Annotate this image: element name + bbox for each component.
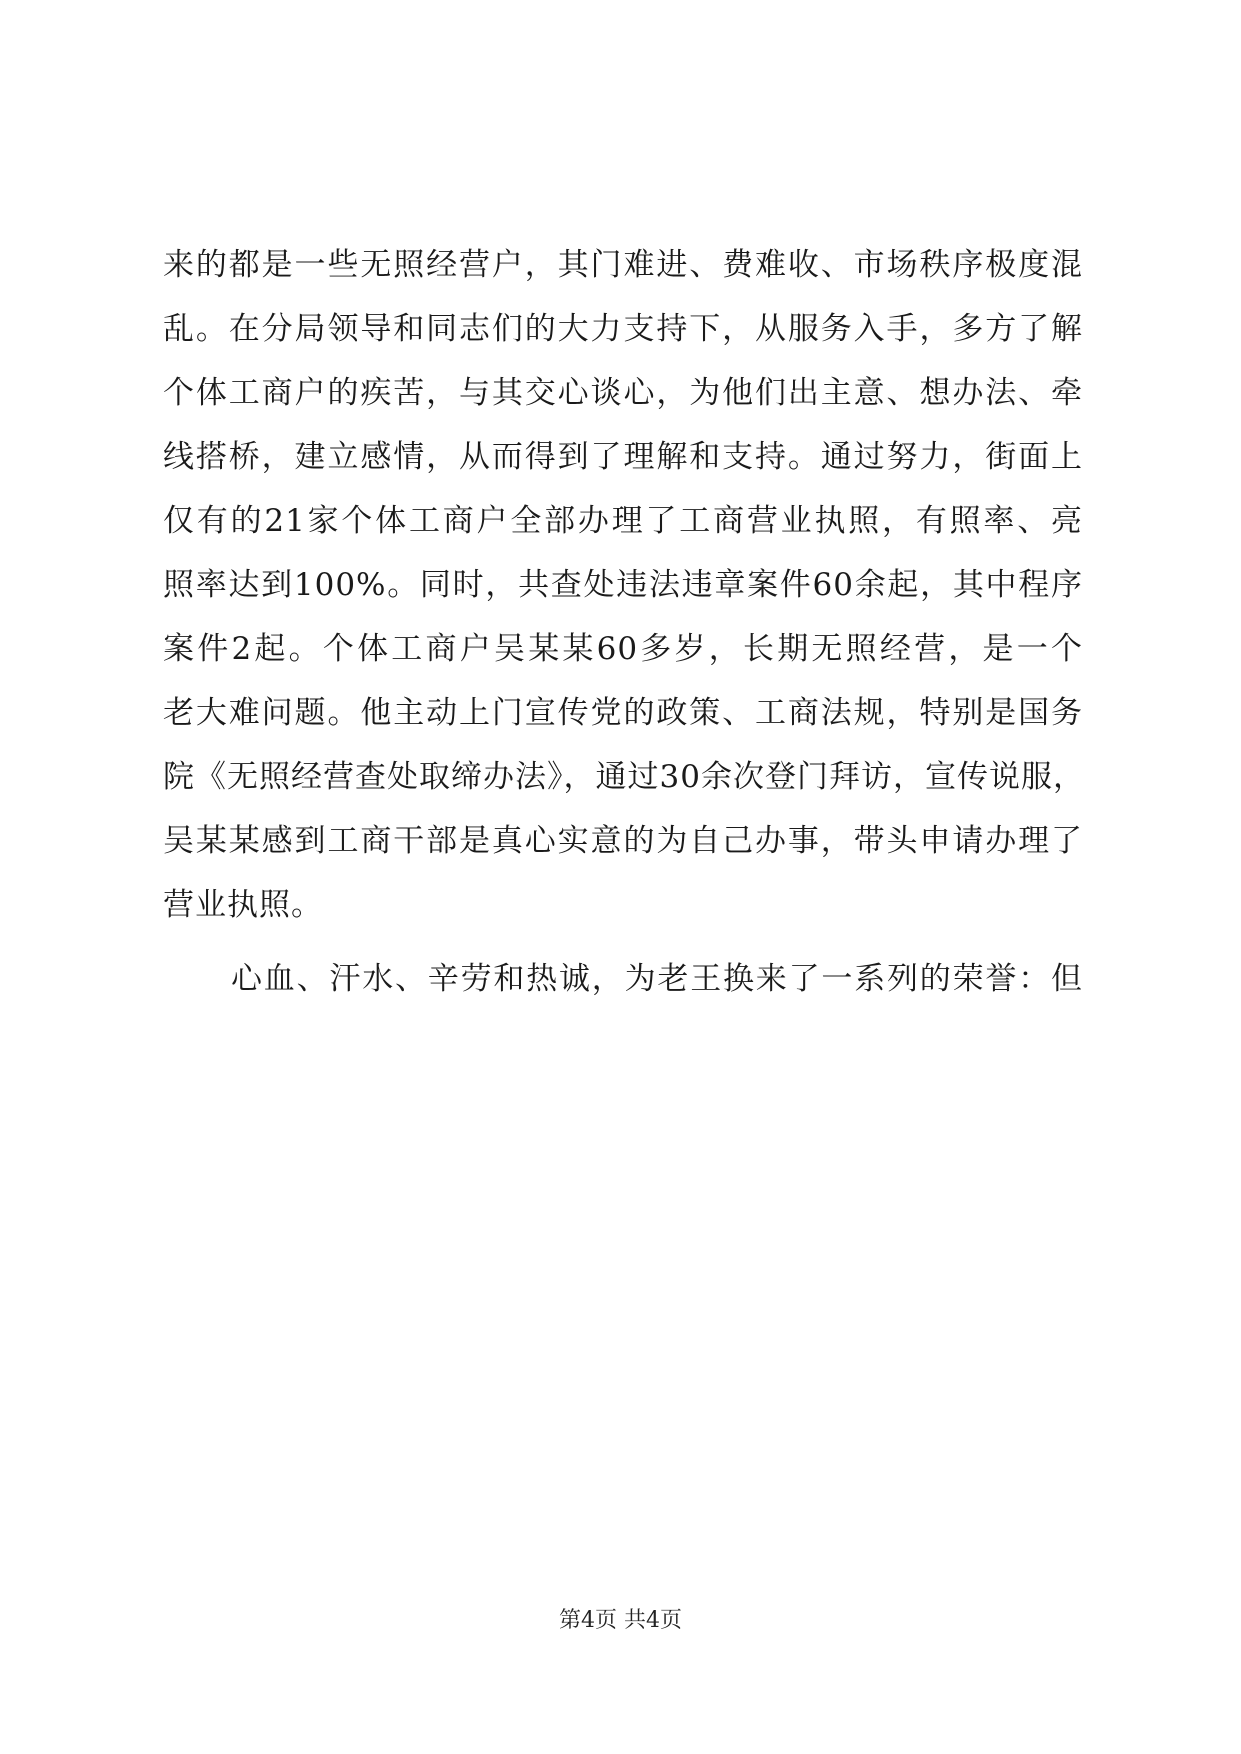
paragraph-2 — [163, 947, 1083, 1011]
text-line: 院《无照经营查处取缔办法》，通过30余次登门拜访，宣传说服， — [163, 759, 1085, 795]
paragraph-1 — [163, 233, 1083, 937]
text-line: 吴某某感到工商干部是真心实意的为自己办事，带头申请办理了 — [163, 823, 1083, 859]
text-line: 心血、汗水、辛劳和热诚，为老王换来了一系列的荣誉：但 — [231, 961, 1083, 997]
text-line: 案件2起。个体工商户吴某某60多岁，长期无照经营，是一个 — [163, 631, 1083, 667]
text-line: 仅有的21家个体工商户全部办理了工商营业执照，有照率、亮 — [163, 503, 1083, 539]
text-line: 个体工商户的疾苦，与其交心谈心，为他们出主意、想办法、牵 — [163, 375, 1083, 411]
document-body — [163, 233, 1083, 1021]
text-line: 照率达到100%。同时，共查处违法违章案件60余起，其中程序 — [163, 567, 1083, 603]
text-line: 来的都是一些无照经营户，其门难进、费难收、市场秩序极度混 — [163, 247, 1083, 283]
text-line: 老大难问题。他主动上门宣传党的政策、工商法规，特别是国务 — [163, 695, 1083, 731]
page-number-footer: 第4页 共4页 — [559, 1608, 682, 1633]
text-line: 营业执照。 — [163, 887, 323, 923]
text-line: 线搭桥，建立感情，从而得到了理解和支持。通过努力，街面上 — [163, 439, 1083, 475]
text-line: 乱。在分局领导和同志们的大力支持下，从服务入手，多方了解 — [163, 311, 1083, 347]
